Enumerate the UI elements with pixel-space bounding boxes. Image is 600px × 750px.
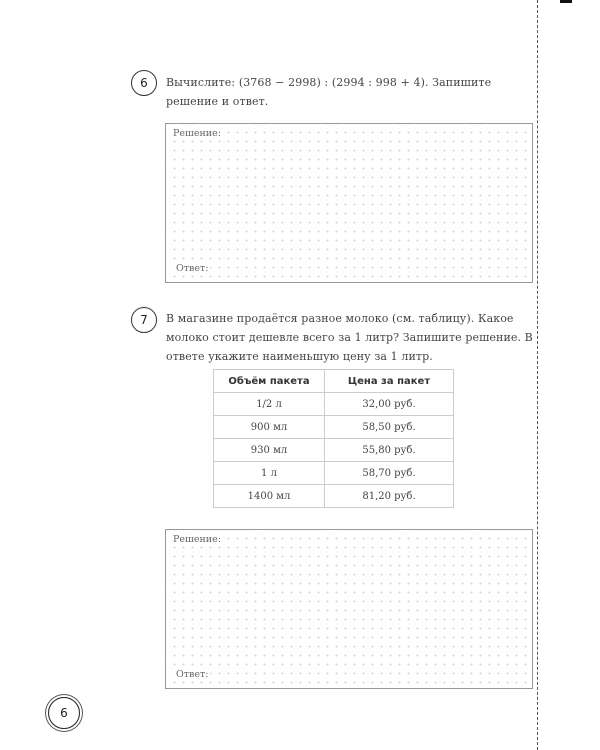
- task-7-answer-box[interactable]: [165, 529, 533, 689]
- column-header-price: Цена за пакет: [325, 370, 454, 393]
- task-6-answer-box[interactable]: [165, 123, 533, 283]
- task-6-text: Вычислите: (3768 − 2998) : (2994 : 998 + 4). Запишите решение и ответ.: [166, 76, 492, 108]
- volume-cell: 900 мл: [214, 416, 325, 439]
- table-row: [214, 485, 454, 508]
- column-header-volume: Объём пакета: [214, 370, 325, 393]
- price-cell: 81,20 руб.: [325, 485, 454, 508]
- price-cell: 58,70 руб.: [325, 462, 454, 485]
- task-7-text: В магазине продаётся разное молоко (см. таблицу). Какое молоко стоит дешевле всего за 1 литр? Запишите решение. В ответе укажите наименьшую цену за 1 литр.: [166, 312, 533, 363]
- volume-cell: 1/2 л: [214, 393, 325, 416]
- task-6-number: 6: [131, 70, 157, 96]
- task-7-answer-label: Ответ:: [176, 669, 209, 680]
- table-row: [214, 439, 454, 462]
- volume-cell: 930 мл: [214, 439, 325, 462]
- task-6-solution-label: Решение:: [173, 128, 221, 139]
- task-7-number: 7: [131, 307, 157, 333]
- price-cell: 32,00 руб.: [325, 393, 454, 416]
- volume-cell: 1 л: [214, 462, 325, 485]
- task-7-solution-label: Решение:: [173, 534, 221, 545]
- cut-line: [537, 0, 538, 750]
- milk-table-header-row: [214, 370, 454, 393]
- volume-cell: 1400 мл: [214, 485, 325, 508]
- page-number: 6: [48, 697, 80, 729]
- milk-table: [213, 369, 454, 508]
- corner-mark: [560, 0, 572, 3]
- task-6-answer-label: Ответ:: [176, 263, 209, 274]
- table-row: [214, 393, 454, 416]
- table-row: [214, 462, 454, 485]
- price-cell: 58,50 руб.: [325, 416, 454, 439]
- table-row: [214, 416, 454, 439]
- price-cell: 55,80 руб.: [325, 439, 454, 462]
